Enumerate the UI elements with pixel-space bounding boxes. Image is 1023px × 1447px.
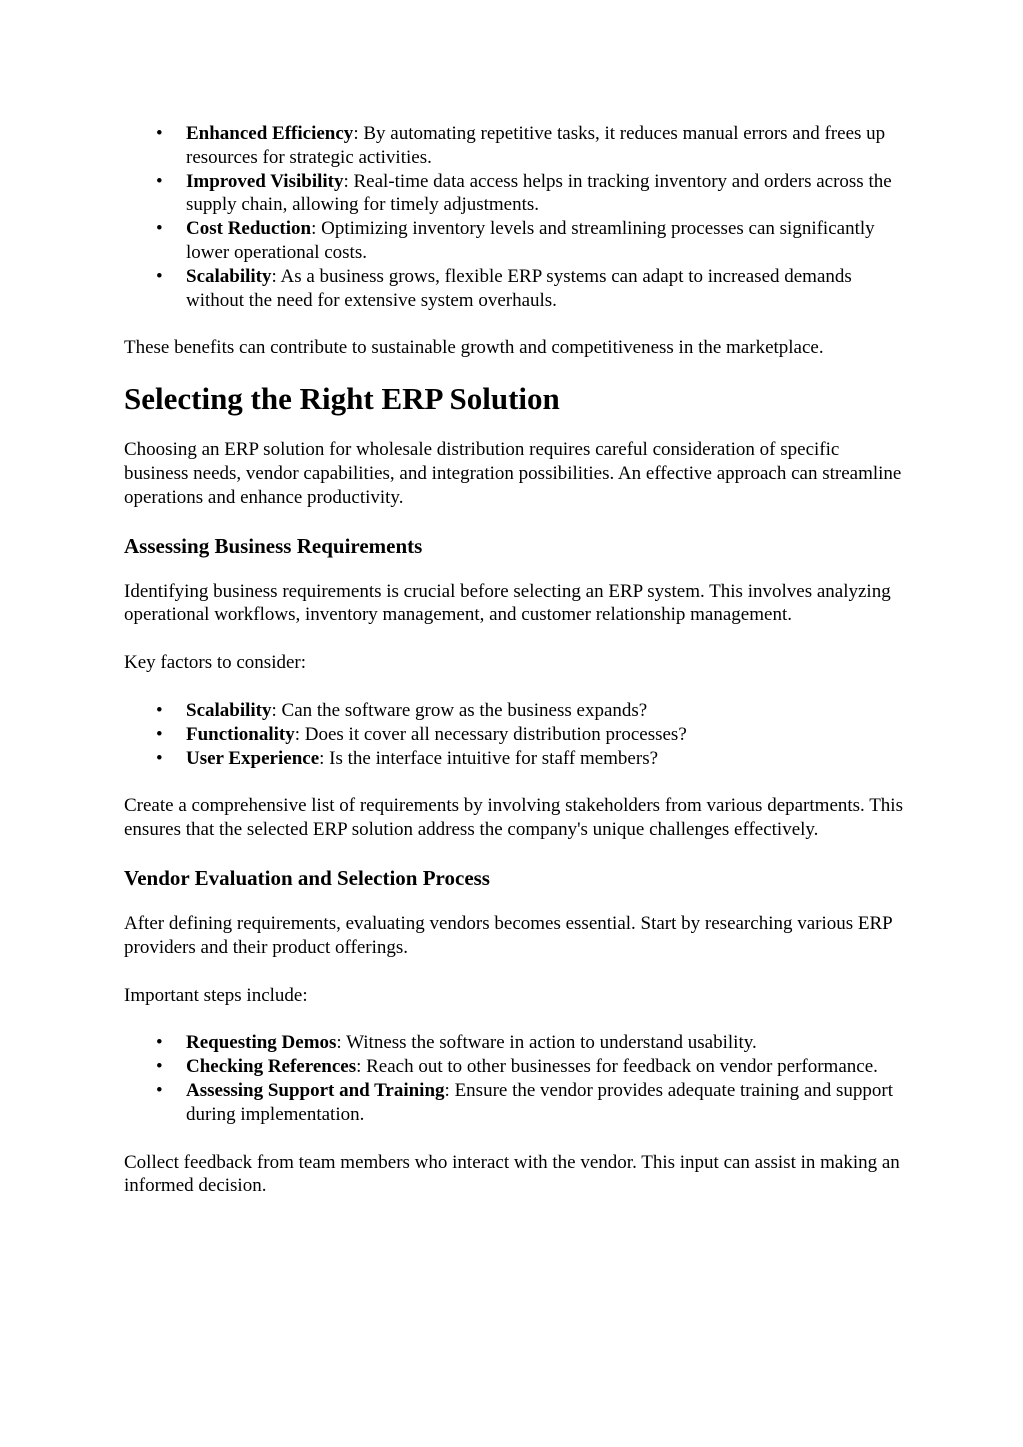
list-item-text: : Witness the software in action to understand usability. (336, 1032, 757, 1054)
bullet-icon: • (156, 1032, 163, 1054)
vendor-steps-list (124, 1031, 904, 1126)
list-item (124, 699, 904, 723)
list-item-term: Improved Visibility (186, 170, 344, 192)
bullet-icon: • (156, 1079, 163, 1101)
list-item (124, 217, 904, 265)
list-item-term: Checking References (186, 1056, 357, 1078)
key-factors-list (124, 699, 904, 770)
paragraph-after-defining: After defining requirements, evaluating vendors becomes essential. Start by researching various ERP providers and their product offerings. (124, 912, 893, 958)
heading-vendor-evaluation: Vendor Evaluation and Selection Process (124, 865, 490, 890)
paragraph-important-steps: Important steps include: (124, 984, 308, 1006)
bullet-icon: • (156, 218, 163, 240)
list-item-text: : Optimizing inventory levels and streamlining processes can significantly lower operational costs. (186, 218, 875, 263)
list-item-term: Functionality (186, 723, 295, 745)
list-item (124, 1055, 904, 1079)
heading-selecting-erp: Selecting the Right ERP Solution (124, 381, 560, 417)
list-item-text: : Does it cover all necessary distribution processes? (294, 723, 687, 745)
benefits-list (124, 122, 904, 312)
bullet-icon: • (156, 723, 163, 745)
list-item-term: Requesting Demos (186, 1032, 337, 1054)
heading-assessing-requirements: Assessing Business Requirements (124, 533, 423, 558)
bullet-icon: • (156, 265, 163, 287)
bullet-icon: • (156, 1056, 163, 1078)
list-item-term: Enhanced Efficiency (186, 123, 354, 144)
list-item (124, 265, 904, 313)
list-item (124, 1031, 904, 1055)
paragraph-identifying: Identifying business requirements is crucial before selecting an ERP system. This involves analyzing operational workflows, inventory management, and customer relationship management. (124, 580, 891, 626)
list-item (124, 723, 904, 747)
list-item-text: : Ensure the vendor provides adequate training and support during implementation. (186, 1079, 894, 1125)
list-item (124, 170, 904, 218)
list-item-text: : Real-time data access helps in tracking inventory and orders across the supply chain, allowing for timely adjustments. (186, 170, 892, 216)
paragraph-key-factors: Key factors to consider: (124, 652, 307, 674)
bullet-icon: • (156, 747, 163, 769)
paragraph-create-list: Create a comprehensive list of requirements by involving stakeholders from various departments. This ensures that the selected ERP solution address the company's unique challenges effectively. (124, 795, 903, 841)
list-item-text: : Reach out to other businesses for feedback on vendor performance. (356, 1056, 878, 1078)
paragraph-benefits: These benefits can contribute to sustainable growth and competitiveness in the marketplace. (124, 337, 824, 359)
list-item-text: : Is the interface intuitive for staff members? (319, 747, 659, 769)
bullet-icon: • (156, 699, 163, 721)
bullet-icon: • (156, 123, 163, 144)
list-item-text: : Can the software grow as the business expands? (271, 699, 648, 721)
list-item-term: User Experience (186, 747, 320, 769)
list-item (124, 122, 904, 170)
paragraph-collect-feedback: Collect feedback from team members who interact with the vendor. This input can assist in making an informed decision. (124, 1151, 900, 1197)
document-page (124, 122, 904, 1198)
list-item (124, 747, 904, 771)
bullet-icon: • (156, 170, 163, 192)
list-item-term: Assessing Support and Training (186, 1079, 445, 1101)
paragraph-choosing: Choosing an ERP solution for wholesale distribution requires careful consideration of specific business needs, vendor capabilities, and integration possibilities. An effective approach can streamline operations and enhance productivity. (124, 439, 902, 508)
list-item-term: Cost Reduction (186, 218, 312, 240)
list-item-term: Scalability (186, 699, 272, 721)
list-item-text: : As a business grows, flexible ERP systems can adapt to increased demands without the need for extensive system overhauls. (186, 265, 852, 311)
list-item-text: : By automating repetitive tasks, it reduces manual errors and frees up resources for strategic activities. (186, 123, 886, 168)
list-item (124, 1079, 904, 1127)
list-item-term: Scalability (186, 265, 272, 287)
